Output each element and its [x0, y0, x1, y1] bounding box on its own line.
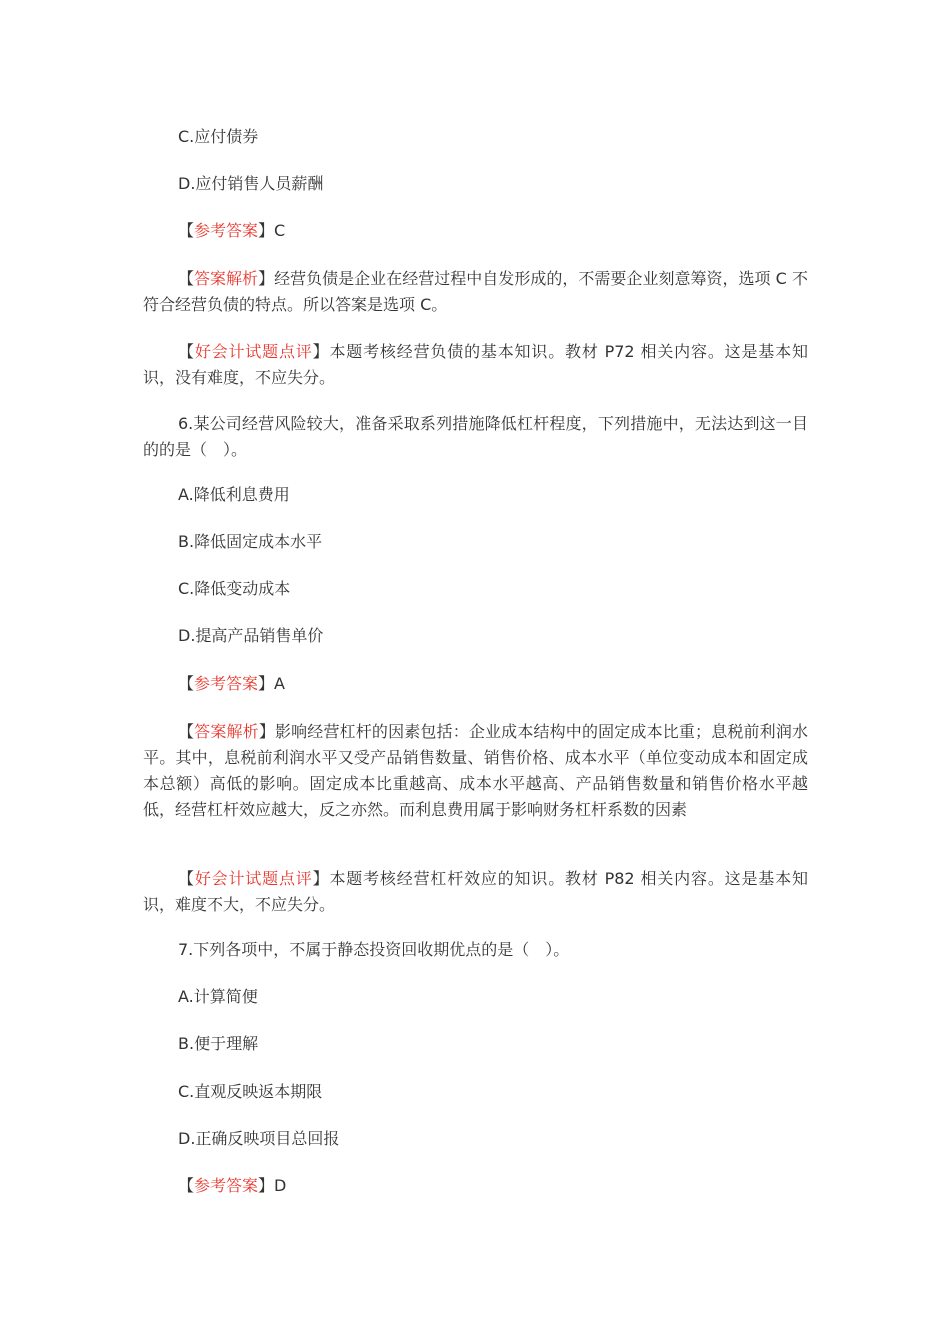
bracket-close: 】	[312, 342, 330, 361]
answer-label: 参考答案	[194, 674, 259, 693]
bracket-open: 【	[178, 342, 195, 361]
answer-label: 参考答案	[194, 1176, 259, 1195]
comment-label: 好会计试题点评	[194, 342, 313, 361]
bracket-close: 】	[258, 1176, 275, 1195]
bracket-open: 【	[178, 1176, 195, 1195]
bracket-open: 【	[178, 869, 195, 888]
analysis-text: 影响经营杠杆的因素包括：企业成本结构中的固定成本比重；息税前利润水平。其中，息税前利润水平又受产品销售数量、销售价格、成本水平（单位变动成本和固定成本总额）高低的影响。固定成本比重越高、成本水平越高、产品销售数量和销售价格水平越低，经营杠杆效应越大，反之亦然。而利息费用属于影响财务杠杆系数的因素	[143, 722, 808, 819]
q7-option-c: C.直观反映返本期限	[178, 1082, 323, 1101]
analysis-text: 经营负债是企业在经营过程中自发形成的，不需要企业刻意筹资，选项 C 不符合经营负债的特点。所以答案是选项 C。	[143, 269, 808, 314]
bracket-open: 【	[178, 722, 195, 741]
answer-value: D	[274, 1176, 287, 1195]
q5-option-d: D.应付销售人员薪酬	[178, 174, 324, 193]
q6-option-c: C.降低变动成本	[178, 579, 291, 598]
comment-text: 本题考核经营负债的基本知识。教材 P72 相关内容。这是基本知识，没有难度，不应失分。	[143, 342, 808, 387]
bracket-open: 【	[178, 674, 195, 693]
bracket-close: 】	[258, 269, 275, 288]
q6-option-d: D.提高产品销售单价	[178, 626, 324, 645]
q7-question: 7.下列各项中，不属于静态投资回收期优点的是（ ）。	[178, 940, 570, 959]
analysis-label: 答案解析	[194, 722, 259, 741]
q6-option-a: A.降低利息费用	[178, 485, 290, 504]
answer-value: A	[274, 674, 285, 693]
q6-question: 6.某公司经营风险较大，准备采取系列措施降低杠杆程度，下列措施中，无法达到这一目的的是（ ）。	[143, 414, 808, 459]
q7-option-a: A.计算简便	[178, 987, 258, 1006]
bracket-close: 】	[258, 674, 275, 693]
bracket-close: 】	[312, 869, 330, 888]
bracket-open: 【	[178, 221, 195, 240]
answer-label: 参考答案	[194, 221, 259, 240]
comment-label: 好会计试题点评	[194, 869, 313, 888]
q6-option-b: B.降低固定成本水平	[178, 532, 323, 551]
q6-answer-analysis	[143, 719, 808, 823]
q6-reference-answer	[178, 673, 285, 695]
bracket-close: 】	[258, 722, 275, 741]
q5-reference-answer	[178, 220, 285, 242]
bracket-close: 】	[258, 221, 275, 240]
analysis-label: 答案解析	[194, 269, 259, 288]
q7-option-b: B.便于理解	[178, 1034, 259, 1053]
q6-comment	[143, 866, 808, 918]
answer-value: C	[274, 221, 286, 240]
q7-option-d: D.正确反映项目总回报	[178, 1129, 340, 1148]
q7-reference-answer	[178, 1175, 286, 1197]
q5-option-c: C.应付债券	[178, 127, 259, 146]
q5-answer-analysis	[143, 266, 808, 318]
q5-comment	[143, 339, 808, 391]
comment-text: 本题考核经营杠杆效应的知识。教材 P82 相关内容。这是基本知识，难度不大，不应失分。	[143, 869, 808, 914]
bracket-open: 【	[178, 269, 195, 288]
